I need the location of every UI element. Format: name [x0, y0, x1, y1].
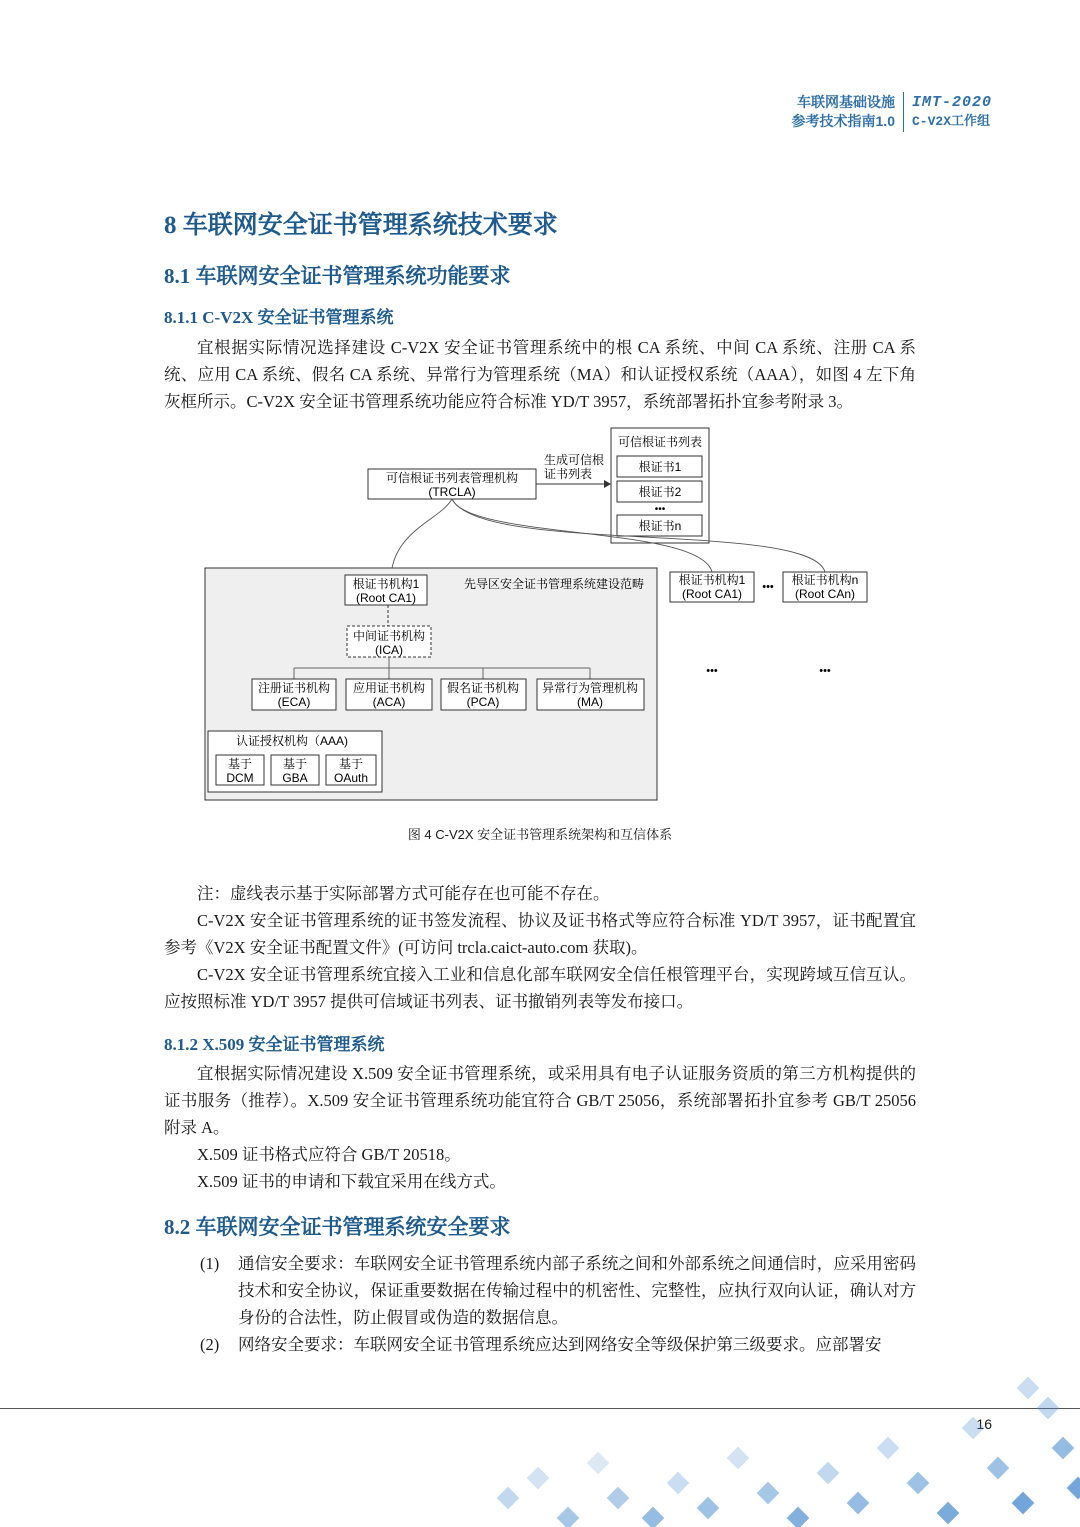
trcla-line2: (TRCLA): [428, 485, 476, 499]
dcm-line1: 基于: [227, 757, 253, 771]
decoration-square: [987, 1457, 1010, 1480]
decoration-square: [847, 1492, 870, 1515]
pilot-zone-label: 先导区安全证书管理系统建设范畴: [463, 577, 645, 591]
root-cert-2: 根证书2: [638, 485, 682, 499]
list-item-text: 网络安全要求：车联网安全证书管理系统应达到网络安全等级保护第三级要求。应部署安: [238, 1335, 882, 1354]
decoration-squares: [497, 1377, 1080, 1527]
x509-online-paragraph: X.509 证书的申请和下载宜采用在线方式。: [197, 1172, 506, 1191]
decoration-square: [817, 1462, 840, 1485]
decoration-square: [697, 1497, 720, 1520]
trusted-root-list-title: 可信根证书列表: [617, 435, 703, 449]
decoration-square: [557, 1507, 580, 1527]
ma-line1: 异常行为管理机构: [541, 681, 639, 695]
trust-root-paragraph: C-V2X 安全证书管理系统宜接入工业和信息化部车联网安全信任根管理平台，实现跨域互信互认。应按照标准 YD/T 3957 提供可信域证书列表、证书撤销列表等发布接口。: [164, 965, 916, 1011]
list-item-number: (2): [200, 1335, 220, 1354]
generate-arrowhead: [604, 480, 611, 488]
list-item-number: (1): [200, 1254, 220, 1273]
section-8-2-title: 8.2 车联网安全证书管理系统安全要求: [164, 1215, 511, 1239]
pca-line2: (PCA): [466, 695, 500, 709]
list-item-text: 通信安全要求：车联网安全证书管理系统内部子系统之间和外部系统之间通信时，应采用密码技术和安全协议，保证重要数据在传输过程中的机密性、完整性，应执行双向认证，确认对方身份的合法性，防止假冒或伪造的数据信息。: [238, 1254, 916, 1327]
decoration-square: [962, 1417, 985, 1440]
x509-build-paragraph: 宜根据实际情况建设 X.509 安全证书管理系统，或采用具有电子认证服务资质的第三方机构提供的证书服务（推荐）。X.509 安全证书管理系统功能宜符合 GB/T 25056，系统部署拓扑宜参考 GB/T 25056 附录 A。: [164, 1064, 916, 1137]
header-line2: 参考技术指南1.0: [791, 113, 895, 129]
eca-line1: 注册证书机构: [257, 681, 331, 695]
ext-ellipsis-left: •••: [706, 665, 718, 677]
generate-label-line2: 证书列表: [543, 467, 593, 481]
decoration-square: [907, 1472, 930, 1495]
decoration-square: [527, 1467, 550, 1490]
decoration-square: [642, 1507, 665, 1527]
decoration-square: [727, 1447, 750, 1470]
decoration-square: [757, 1482, 780, 1505]
decoration-square: [1067, 1477, 1080, 1500]
section-8-1-title: 8.1 车联网安全证书管理系统功能要求: [164, 264, 511, 288]
decoration-square: [667, 1472, 690, 1495]
trcla-line1: 可信根证书列表管理机构: [385, 471, 519, 485]
section-8-1-2-title: 8.1.2 X.509 安全证书管理系统: [164, 1035, 385, 1054]
trcla-link-zone: [391, 499, 452, 575]
ext-root-ca1-line2: (Root CA1): [681, 587, 743, 601]
decoration-square: [937, 1502, 960, 1525]
decoration-square: [587, 1452, 610, 1475]
ica-line1: 中间证书机构: [352, 629, 426, 643]
decoration-square: [607, 1487, 630, 1510]
generate-label-line1: 生成可信根: [543, 453, 605, 467]
footer-decoration: [460, 1360, 1080, 1527]
decoration-square: [787, 1507, 810, 1527]
note-paragraph: 注：虚线表示基于实际部署方式可能存在也可能不存在。: [197, 884, 610, 903]
ext-root-ellipsis: •••: [762, 581, 774, 593]
ext-root-ca1-line1: 根证书机构1: [678, 573, 746, 587]
root-ca1-line1: 根证书机构1: [352, 577, 420, 591]
ica-line2: (ICA): [375, 643, 403, 657]
ext-root-can-line1: 根证书机构n: [791, 573, 859, 587]
oauth-line1: 基于: [338, 757, 364, 771]
pca-line1: 假名证书机构: [446, 681, 520, 695]
eca-line2: (ECA): [277, 695, 311, 709]
oauth-line2: OAuth: [333, 771, 369, 785]
ext-ellipsis-right: •••: [819, 665, 831, 677]
page-number: 16: [976, 1416, 992, 1432]
section-8-1-2-paragraphs: [164, 1060, 916, 1195]
list-item: [200, 1331, 916, 1358]
figure-4-caption: 图 4 C-V2X 安全证书管理系统架构和互信体系: [407, 827, 673, 842]
gba-line1: 基于: [282, 757, 308, 771]
decoration-square: [1012, 1492, 1035, 1515]
cert-flow-paragraph: C-V2X 安全证书管理系统的证书签发流程、协议及证书格式等应符合标准 YD/T 3957，证书配置宜参考《V2X 安全证书配置文件》(可访问 trcla.caict-auto.com 获取)。: [164, 911, 916, 957]
x509-format-paragraph: X.509 证书格式应符合 GB/T 20518。: [197, 1145, 461, 1164]
ma-line2: (MA): [577, 695, 603, 709]
logo-line1: IMT-2020: [911, 94, 992, 111]
dcm-line2: DCM: [226, 771, 254, 785]
aaa-title: 认证授权机构（AAA): [235, 734, 349, 748]
chapter-title: 8 车联网安全证书管理系统技术要求: [164, 212, 558, 239]
root-ca1-line2: (Root CA1): [355, 591, 417, 605]
list-item: [200, 1250, 916, 1331]
post-figure-paragraphs: [164, 880, 916, 1015]
decoration-square: [1037, 1397, 1060, 1420]
decoration-square: [877, 1437, 900, 1460]
decoration-square: [1017, 1377, 1040, 1400]
decoration-square: [497, 1487, 520, 1510]
root-cert-1: 根证书1: [638, 460, 682, 474]
logo-line2: C-V2X工作组: [911, 114, 990, 129]
root-cert-n: 根证书n: [638, 519, 682, 533]
gba-line2: GBA: [282, 771, 308, 785]
decoration-square: [1052, 1437, 1075, 1460]
section-8-1-1-title: 8.1.1 C-V2X 安全证书管理系统: [164, 308, 394, 327]
aca-line2: (ACA): [372, 695, 406, 709]
root-cert-ellipsis: •••: [654, 504, 666, 515]
header-line1: 车联网基础设施: [796, 94, 895, 110]
requirements-list: [200, 1250, 916, 1358]
section-8-1-1-paragraph: 宜根据实际情况选择建设 C-V2X 安全证书管理系统中的根 CA 系统、中间 CA 系统、注册 CA 系统、应用 CA 系统、假名 CA 系统、异常行为管理系统（MA）和认证授权系统（AAA），如图 4 左下角灰框所示。C-V2X 安全证书管理系统功能应符合标准 YD/T 3957，系统部署拓扑宜参考附录 3。: [164, 338, 916, 411]
ext-root-can-line2: (Root CAn): [794, 587, 856, 601]
aca-line1: 应用证书机构: [352, 681, 426, 695]
